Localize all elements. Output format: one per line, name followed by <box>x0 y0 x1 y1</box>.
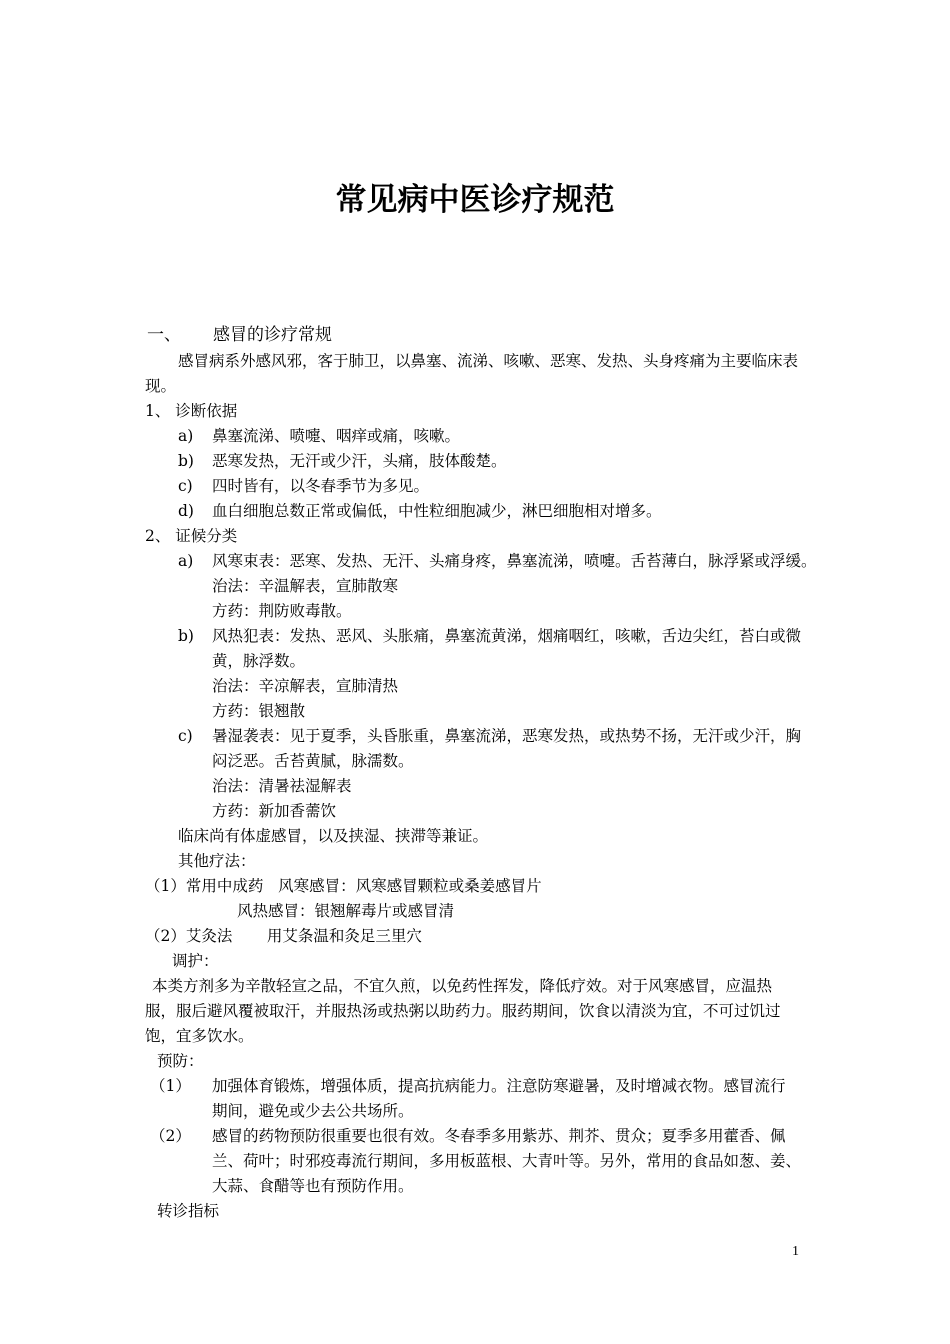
other-therapies-heading: 其他疗法： <box>178 852 256 870</box>
syndrome-label-b: b) <box>178 627 194 645</box>
diagnosis-item-text: 血白细胞总数正常或偏低，中性粒细胞减少，淋巴细胞相对增多。 <box>212 502 662 520</box>
diagnosis-item-text: 四时皆有，以冬春季节为多见。 <box>212 477 430 495</box>
section-heading: 感冒的诊疗常规 <box>213 325 332 345</box>
prevention-heading: 预防： <box>157 1052 204 1070</box>
syndrome-label-c: c) <box>178 727 193 745</box>
syndrome-c-line: 暑湿袭表：见于夏季，头昏胀重，鼻塞流涕，恶寒发热，或热势不扬，无汗或少汗，胸 <box>212 727 802 745</box>
diagnosis-item-label: a) <box>178 427 194 445</box>
syndrome-a-method: 治法：辛温解表，宣肺散寒 <box>212 577 399 595</box>
prevention-line: 感冒的药物预防很重要也很有效。冬春季多用紫苏、荆芥、贯众；夏季多用藿香、佩 <box>212 1127 786 1145</box>
prevention-line: 兰、荷叶；时邪疫毒流行期间，多用板蓝根、大青叶等。另外，常用的食品如葱、姜、 <box>212 1152 802 1170</box>
diagnosis-item-label: c) <box>178 477 193 495</box>
diagnosis-heading: 1、 诊断依据 <box>145 402 238 420</box>
diagnosis-item-text: 恶寒发热，无汗或少汗，头痛，肢体酸楚。 <box>212 452 507 470</box>
prevention-line: 期间，避免或少去公共场所。 <box>212 1102 414 1120</box>
diagnosis-item-text: 鼻塞流涕、喷嚏、咽痒或痛，咳嗽。 <box>212 427 461 445</box>
syndrome-a-formula: 方药：荆防败毒散。 <box>212 602 352 620</box>
syndrome-heading: 2、 证候分类 <box>145 527 238 545</box>
document-title: 常见病中医诊疗规范 <box>335 182 615 218</box>
prevention-line: 大蒜、食醋等也有预防作用。 <box>212 1177 414 1195</box>
diagnosis-item-label: d) <box>178 502 194 520</box>
prevention-label: （1） <box>150 1077 191 1095</box>
intro-line-2: 现。 <box>145 377 177 395</box>
section-number: 一、 <box>147 325 181 345</box>
syndrome-label-a: a) <box>178 552 194 570</box>
page-number: 1 <box>792 1244 799 1259</box>
prevention-line: 加强体育锻炼，增强体质，提高抗病能力。注意防寒避暑，及时增减衣物。感冒流行 <box>212 1077 786 1095</box>
syndrome-c-line: 闷泛恶。舌苔黄腻，脉濡数。 <box>212 752 414 770</box>
syndrome-note: 临床尚有体虚感冒，以及挟湿、挟滞等兼证。 <box>178 827 489 845</box>
other-therapy-2: （2）艾灸法 用艾条温和灸足三里穴 <box>145 927 422 945</box>
other-therapy-1b: 风热感冒：银翘解毒片或感冒清 <box>237 902 455 920</box>
care-line: 饱，宜多饮水。 <box>145 1027 254 1045</box>
syndrome-b-formula: 方药：银翘散 <box>212 702 306 720</box>
diagnosis-item-label: b) <box>178 452 194 470</box>
syndrome-c-formula: 方药：新加香薷饮 <box>212 802 337 820</box>
syndrome-c-method: 治法：清暑祛湿解表 <box>212 777 352 795</box>
other-therapy-1: （1）常用中成药 风寒感冒：风寒感冒颗粒或桑姜感冒片 <box>145 877 542 895</box>
prevention-label: （2） <box>150 1127 191 1145</box>
syndrome-b-line: 风热犯表：发热、恶风、头胀痛，鼻塞流黄涕，烟痛咽红，咳嗽，舌边尖红，苔白或微 <box>212 627 802 645</box>
syndrome-b-line: 黄，脉浮数。 <box>212 652 306 670</box>
syndrome-a-line: 风寒束表：恶寒、发热、无汗、头痛身疼，鼻塞流涕，喷嚏。舌苔薄白，脉浮紧或浮缓。 <box>212 552 817 570</box>
care-line: 服，服后避风覆被取汗，并服热汤或热粥以助药力。服药期间，饮食以清淡为宜，不可过饥过 <box>145 1002 781 1020</box>
syndrome-b-method: 治法：辛凉解表，宣肺清热 <box>212 677 399 695</box>
care-heading: 调护： <box>172 952 219 970</box>
care-line: 本类方剂多为辛散轻宣之品，不宜久煎，以免药性挥发，降低疗效。对于风寒感冒，应温热 <box>152 977 773 995</box>
intro-line-1: 感冒病系外感风邪，客于肺卫，以鼻塞、流涕、咳嗽、恶寒、发热、头身疼痛为主要临床表 <box>178 352 799 370</box>
referral-heading: 转诊指标 <box>157 1202 220 1220</box>
